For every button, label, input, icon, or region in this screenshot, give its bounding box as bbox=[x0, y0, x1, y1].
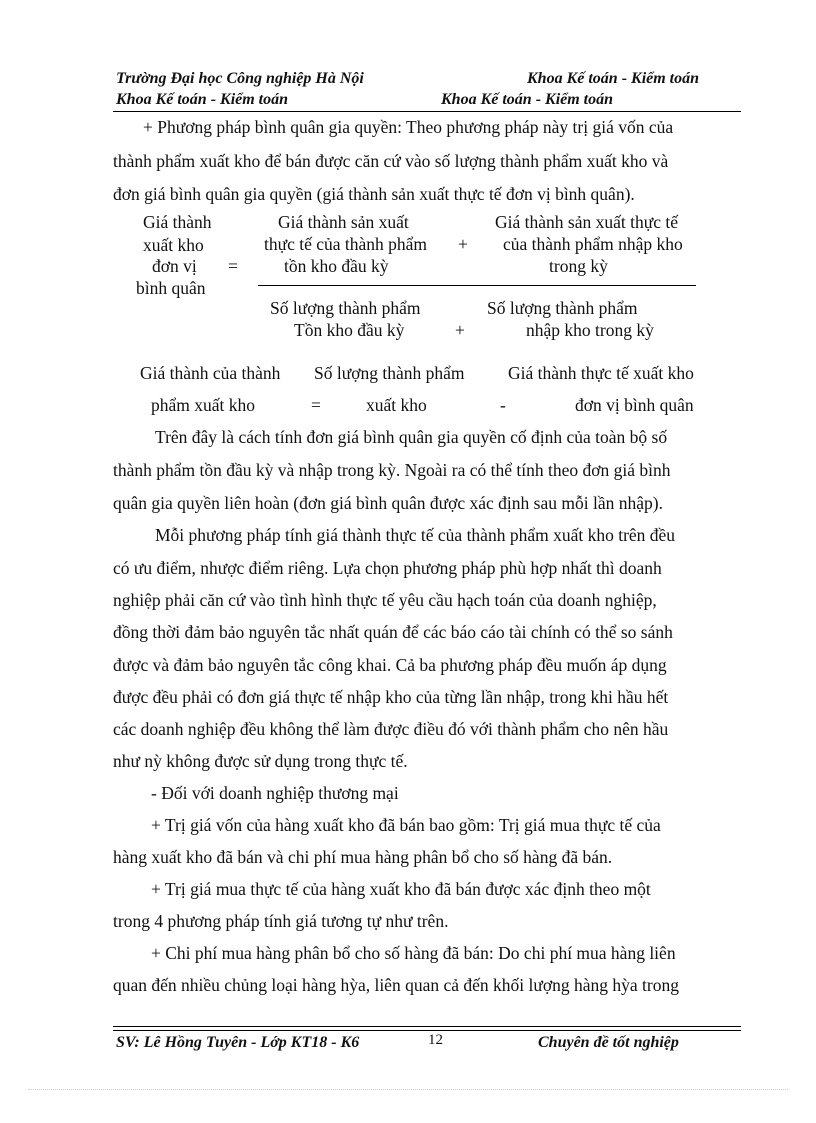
formula1-num-right: Giá thành sản xuất thực tế bbox=[495, 212, 678, 232]
formula2-term1: Giá thành của thành bbox=[140, 363, 281, 383]
page-edge-divider bbox=[28, 1089, 788, 1090]
footer-title: Chuyên đề tốt nghiệp bbox=[538, 1034, 679, 1051]
paragraph-line: thành phẩm tồn đầu kỳ và nhập trong kỳ. Ngoài ra có thể tính theo đơn giá bình bbox=[113, 460, 671, 480]
formula2-term2: xuất kho bbox=[366, 395, 427, 415]
header-faculty-2: Khoa Kế toán - Kiểm toán bbox=[116, 91, 289, 108]
formula1-den-right: nhập kho trong kỳ bbox=[526, 320, 654, 340]
formula1-lhs: Giá thành bbox=[143, 212, 212, 232]
formula2-term1: phẩm xuất kho bbox=[151, 395, 256, 415]
formula1-den-right: Số lượng thành phẩm bbox=[487, 298, 638, 318]
paragraph-line: được và đảm bảo nguyên tắc công khai. Cả ba phương pháp đều muốn áp dụng bbox=[113, 655, 667, 675]
formula1-lhs: xuất kho bbox=[143, 235, 204, 255]
formula2-minus: - bbox=[500, 395, 506, 415]
formula1-num-right: của thành phẩm nhập kho bbox=[503, 234, 683, 254]
paragraph-line: hàng xuất kho đã bán và chi phí mua hàng phân bổ cho số hàng đã bán. bbox=[113, 847, 613, 867]
paragraph-line: quân gia quyền liên hoàn (đơn giá bình quân được xác định sau mỗi lần nhập). bbox=[113, 493, 663, 513]
formula1-den-plus: + bbox=[455, 320, 465, 340]
intro-line: đơn giá bình quân gia quyền (giá thành sản xuất thực tế đơn vị bình quân). bbox=[113, 184, 635, 204]
paragraph-line: quan đến nhiều chủng loại hàng hỳa, liên quan cả đến khối lượng hàng hỳa trong bbox=[113, 975, 679, 995]
header-school: Trường Đại học Công nghiệp Hà Nội bbox=[116, 70, 364, 87]
paragraph-line: + Trị giá vốn của hàng xuất kho đã bán bao gồm: Trị giá mua thực tế của bbox=[151, 815, 661, 835]
section-heading: - Đối với doanh nghiệp thương mại bbox=[151, 783, 399, 803]
intro-line: thành phẩm xuất kho để bán được căn cứ vào số lượng thành phẩm xuất kho và bbox=[113, 151, 669, 171]
formula1-equals: = bbox=[228, 256, 238, 276]
footer-rule bbox=[113, 1026, 741, 1031]
formula1-den-left: Số lượng thành phẩm bbox=[270, 298, 421, 318]
paragraph-line: được đều phải có đơn giá thực tế nhập kho của từng lần nhập, trong khi hầu hết bbox=[113, 687, 669, 707]
formula1-num-left: thực tế của thành phẩm bbox=[264, 234, 428, 254]
paragraph-line: có ưu điểm, nhược điểm riêng. Lựa chọn phương pháp phù hợp nhất thì doanh bbox=[113, 558, 662, 578]
paragraph-line: nghiệp phải căn cứ vào tình hình thực tế yêu cầu hạch toán của doanh nghiệp, bbox=[113, 590, 657, 610]
header-rule bbox=[113, 111, 741, 112]
paragraph-line: trong 4 phương pháp tính giá tương tự như trên. bbox=[113, 911, 449, 931]
formula2-equals: = bbox=[311, 395, 321, 415]
formula1-lhs: bình quân bbox=[136, 278, 206, 298]
formula1-fraction-bar bbox=[258, 285, 696, 286]
formula2-term3: Giá thành thực tế xuất kho bbox=[508, 363, 694, 383]
formula1-num-right: trong kỳ bbox=[549, 256, 608, 276]
formula1-num-plus: + bbox=[458, 234, 468, 254]
paragraph-line: đồng thời đảm bảo nguyên tắc nhất quán để các báo cáo tài chính có thể so sánh bbox=[113, 622, 673, 642]
paragraph-line: như nỳ không được sử dụng trong thực tế. bbox=[113, 751, 408, 771]
paragraph-line: + Trị giá mua thực tế của hàng xuất kho đã bán được xác định theo một bbox=[151, 879, 651, 899]
paragraph-line: + Chi phí mua hàng phân bổ cho số hàng đã bán: Do chi phí mua hàng liên bbox=[151, 943, 676, 963]
paragraph-line: Mỗi phương pháp tính giá thành thực tế của thành phẩm xuất kho trên đều bbox=[155, 525, 676, 545]
paragraph-line: Trên đây là cách tính đơn giá bình quân gia quyền cố định của toàn bộ số bbox=[155, 427, 668, 447]
formula1-lhs: đơn vị bbox=[152, 256, 197, 276]
paragraph-line: các doanh nghiệp đều không thể làm được điều đó với thành phẩm cho nên hầu bbox=[113, 719, 669, 739]
formula2-term3: đơn vị bình quân bbox=[575, 395, 694, 415]
header-faculty-3: Khoa Kế toán - Kiểm toán bbox=[441, 91, 614, 108]
formula2-term2: Số lượng thành phẩm bbox=[314, 363, 465, 383]
footer-student: SV: Lê Hồng Tuyên - Lớp KT18 - K6 bbox=[116, 1034, 360, 1051]
intro-line: + Phương pháp bình quân gia quyền: Theo phương pháp này trị giá vốn của bbox=[143, 117, 674, 137]
formula1-num-left: Giá thành sản xuất bbox=[278, 212, 409, 232]
formula1-den-left: Tồn kho đầu kỳ bbox=[294, 320, 405, 340]
header-faculty: Khoa Kế toán - Kiểm toán bbox=[527, 70, 700, 87]
page-number: 12 bbox=[428, 1032, 443, 1048]
formula1-num-left: tồn kho đầu kỳ bbox=[284, 256, 389, 276]
